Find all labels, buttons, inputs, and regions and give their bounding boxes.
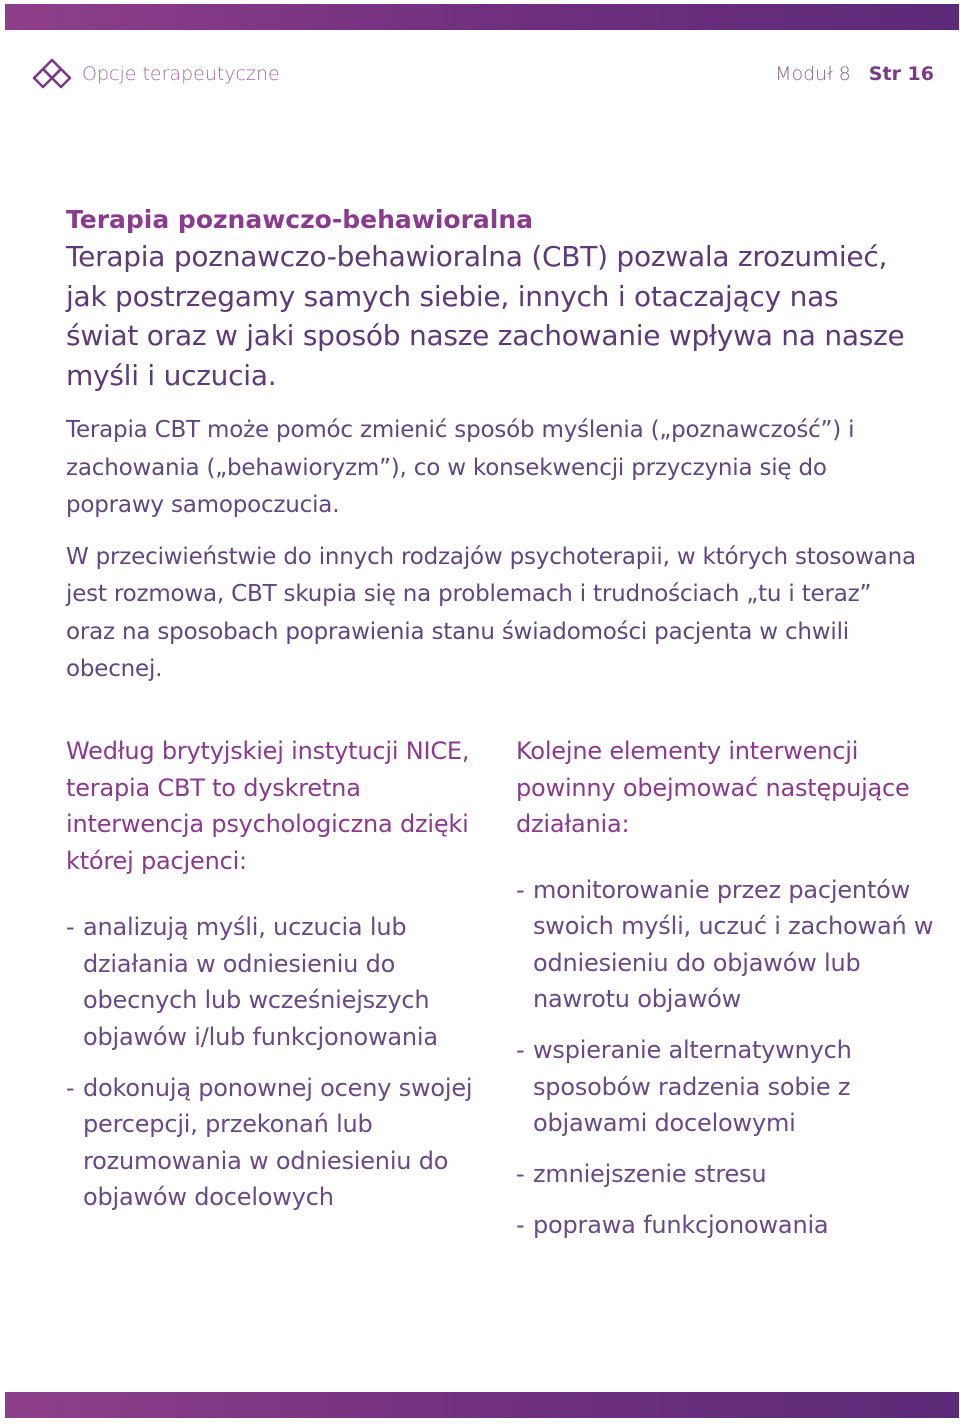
list-item: [516, 1032, 936, 1142]
dash-bullet: -: [66, 913, 75, 941]
right-column-list: [516, 872, 936, 1244]
left-column: [66, 733, 486, 1230]
page-indicator: [775, 63, 934, 85]
dash-bullet: -: [516, 875, 525, 904]
document-title: Opcje terapeutyczne: [82, 63, 280, 85]
section-title: Terapia poznawczo-behawioralna: [66, 205, 534, 234]
list-item-text: wspieranie alternatywnych sposobów radzenia sobie z objawami docelowymi: [533, 1036, 852, 1137]
left-column-intro: Według brytyjskiej instytucji NICE, terapia CBT to dyskretna interwencja psychologiczna dzięki której pacjenci:: [66, 737, 470, 875]
bottom-decorative-bar: [5, 1392, 959, 1418]
main-content: [66, 203, 916, 689]
list-item-text: dokonują ponownej oceny swojej percepcji, przekonań lub rozumowania w odniesieniu do objawów docelowych: [83, 1073, 473, 1211]
list-item-text: monitorowanie przez pacjentów swoich myśli, uczuć i zachowań w odniesieniu do objawów lub nawrotu objawów: [533, 875, 934, 1013]
list-item: [66, 909, 486, 1055]
list-item: [516, 872, 936, 1018]
interlocking-rings-logo-icon: [32, 56, 72, 90]
dash-bullet: -: [66, 1073, 75, 1102]
top-decorative-bar: [5, 4, 959, 30]
list-item: [516, 1156, 936, 1193]
list-item-text: zmniejszenie stresu: [533, 1160, 767, 1188]
left-column-list: [66, 909, 486, 1216]
right-column: [516, 733, 936, 1258]
page-number: Str 16: [868, 63, 934, 85]
module-label: Moduł 8: [775, 63, 851, 85]
list-item-text: analizują myśli, uczucia lub działania w odniesieniu do obecnych lub wcześniejszych objawów i/lub funkcjonowania: [83, 913, 438, 1051]
list-item: [66, 1070, 486, 1216]
list-item-text: poprawa funkcjonowania: [533, 1211, 829, 1239]
lead-paragraph: Terapia poznawczo-behawioralna (CBT) pozwala zrozumieć, jak postrzegamy samych siebie, innych i otaczający nas świat oraz w jaki sposób nasze zachowanie wpływa na nasze myśli i uczucia.: [66, 240, 905, 392]
dash-bullet: -: [516, 1211, 525, 1239]
list-item: [516, 1207, 936, 1244]
body-paragraph: W przeciwieństwie do innych rodzajów psychoterapii, w których stosowana jest rozmowa, CBT skupia się na problemach i trudnościach „tu i teraz” oraz na sposobach poprawienia stanu świadomości pacjenta w chwili obecnej.: [66, 543, 916, 682]
dash-bullet: -: [516, 1036, 525, 1064]
dash-bullet: -: [516, 1160, 525, 1188]
right-column-intro: Kolejne elementy interwencji powinny obejmować następujące działania:: [516, 737, 910, 838]
body-paragraph: Terapia CBT może pomóc zmienić sposób myślenia („poznawczość”) i zachowania („behawioryzm”), co w konsekwencji przyczynia się do poprawy samopoczucia.: [66, 417, 855, 518]
page-header: [32, 54, 934, 94]
